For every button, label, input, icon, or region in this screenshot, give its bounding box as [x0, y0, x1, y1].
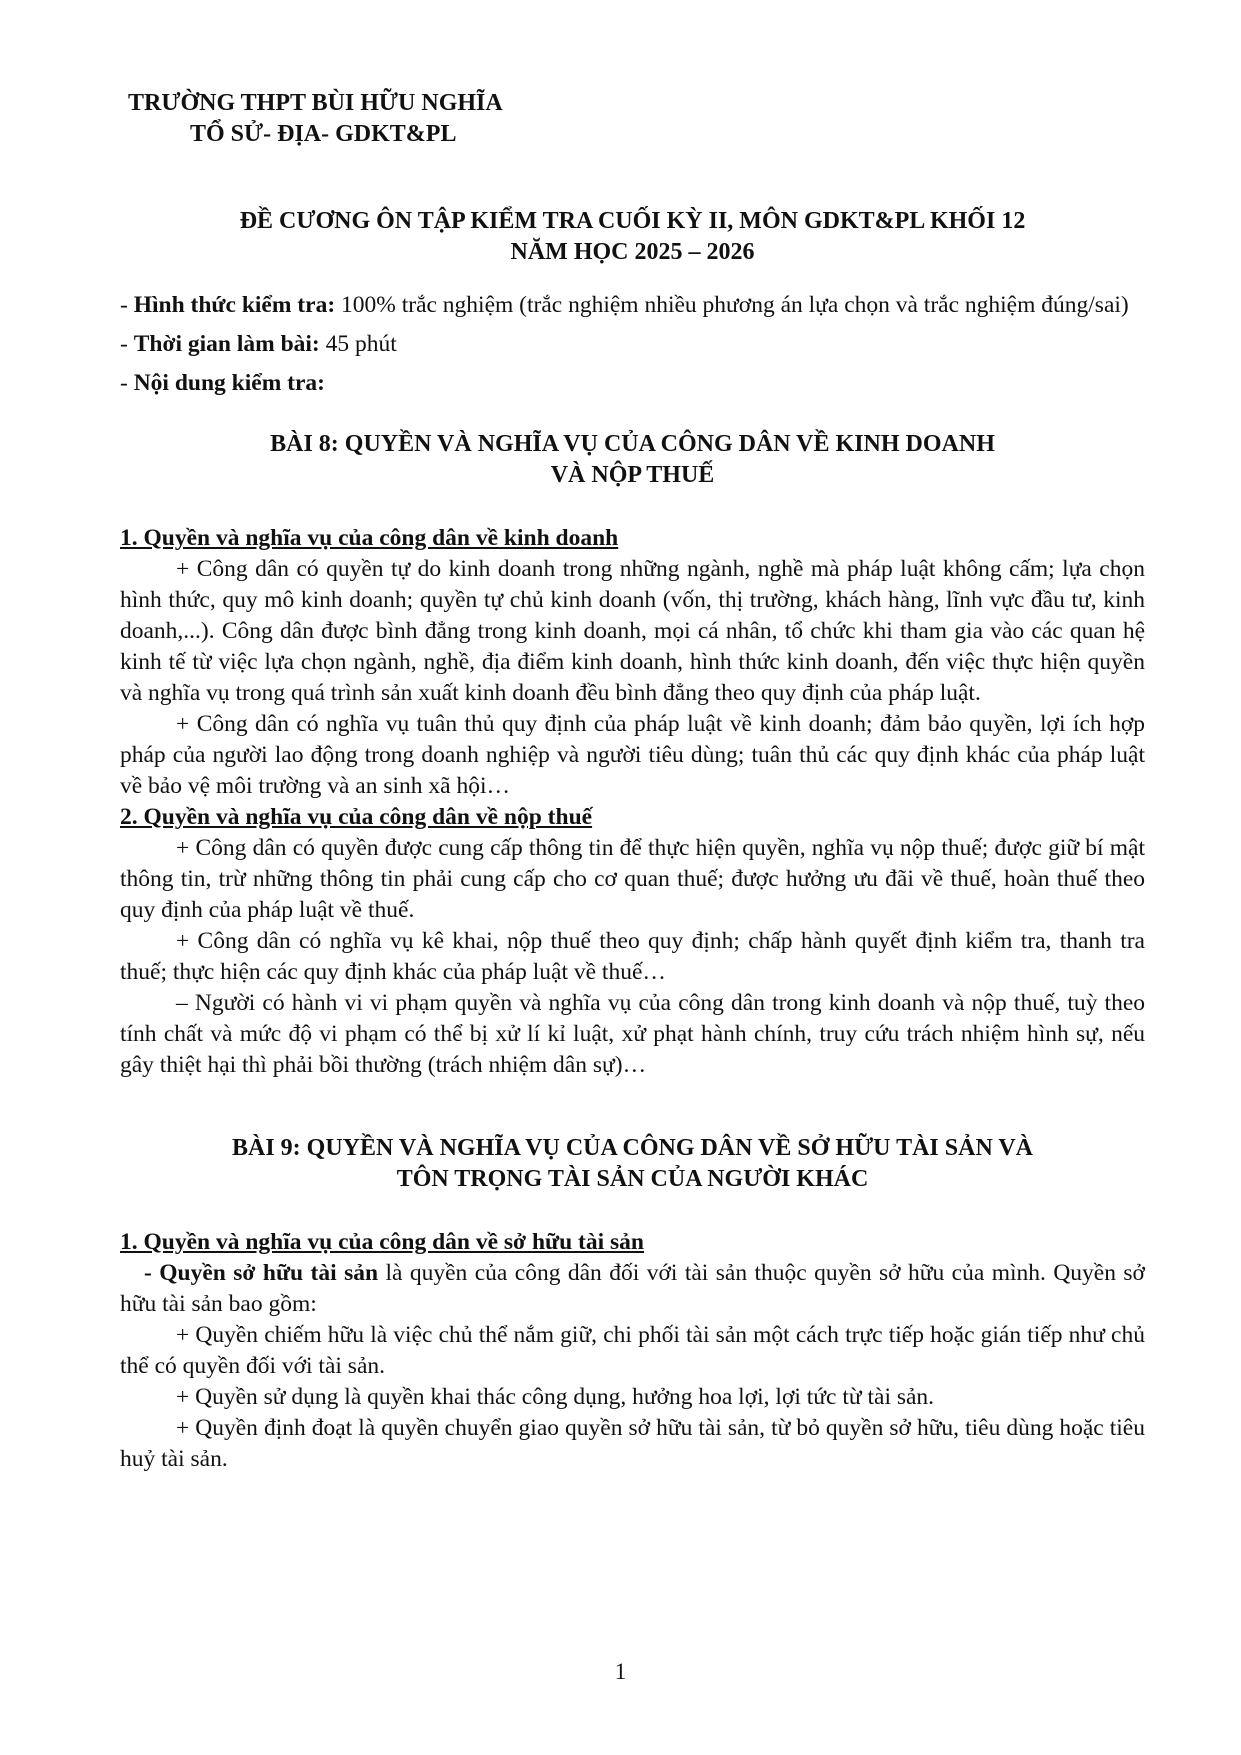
exam-form: - Hình thức kiểm tra: 100% trắc nghiệm (trắc nghiệm nhiều phương án lựa chọn và trắc nghiệm đúng/sai)	[120, 292, 1129, 318]
department-name: TỔ SỬ- ĐỊA- GDKT&PL	[190, 121, 457, 147]
lesson8-section1-heading: 1. Quyền và nghĩa vụ của công dân về kinh doanh	[120, 525, 619, 551]
exam-info	[120, 290, 1145, 399]
lesson8-title-line2: VÀ NỘP THUẾ	[550, 462, 715, 488]
lesson8-title-line1: BÀI 8: QUYỀN VÀ NGHĨA VỤ CỦA CÔNG DÂN VỀ KINH DOANH	[270, 431, 995, 457]
lesson8-section1-para1: + Công dân có quyền tự do kinh doanh trong những ngành, nghề mà pháp luật không cấm; lựa chọn hình thức, quy mô kinh doanh; quyền tự chủ kinh doanh (vốn, thị trường, khách hàng, lĩnh vực đầu tư, kinh doanh,...). Công dân được bình đẳng trong kinh doanh, mọi cá nhân, tổ chức khi tham gia vào các quan hệ kinh tế từ việc lựa chọn ngành, nghề, địa điểm kinh doanh, hình thức kinh doanh, đến việc thực hiện quyền và nghĩa vụ trong quá trình sản xuất kinh doanh đều bình đẳng theo quy định của pháp luật.	[120, 556, 1145, 706]
exam-time-value: 45 phút	[319, 331, 397, 357]
school-name: TRƯỜNG THPT BÙI HỮU NGHĨA	[128, 90, 503, 116]
lesson9-intro	[120, 1258, 1145, 1320]
exam-form-value: 100% trắc nghiệm (trắc nghiệm nhiều phương án lựa chọn và trắc nghiệm đúng/sai)	[335, 292, 1129, 318]
lesson9-intro-term: - Quyền sở hữu tài sản	[144, 1260, 379, 1286]
document-title-line1: ĐỀ CƯƠNG ÔN TẬP KIỂM TRA CUỐI KỲ II, MÔN GDKT&PL KHỐI 12	[239, 208, 1026, 234]
document-title	[120, 206, 1145, 268]
lesson8-title	[120, 429, 1145, 491]
exam-form-label: Hình thức kiểm tra:	[133, 292, 336, 318]
lesson9-title	[120, 1133, 1145, 1195]
exam-time-label: Thời gian làm bài:	[133, 331, 320, 357]
lesson9-para2: + Quyền sử dụng là quyền khai thác công dụng, hưởng hoa lợi, lợi tức từ tài sản.	[176, 1384, 935, 1410]
exam-time: - Thời gian làm bài: 45 phút	[120, 331, 397, 357]
lesson9-section1-heading: 1. Quyền và nghĩa vụ của công dân về sở hữu tài sản	[120, 1229, 644, 1255]
lesson8-section2-para3: – Người có hành vi vi phạm quyền và nghĩa vụ của công dân trong kinh doanh và nộp thuế, tuỳ theo tính chất và mức độ vi phạm có thể bị xử lí kỉ luật, xử phạt hành chính, truy cứu trách nhiệm hình sự, nếu gây thiệt hại thì phải bồi thường (trách nhiệm dân sự)…	[120, 990, 1145, 1078]
lesson8-section2-heading: 2. Quyền và nghĩa vụ của công dân về nộp thuế	[120, 804, 593, 830]
page-number: 1	[614, 1659, 627, 1684]
document-title-line2: NĂM HỌC 2025 – 2026	[510, 239, 755, 265]
exam-content: - Nội dung kiểm tra:	[120, 370, 325, 396]
school-header	[120, 88, 1145, 150]
lesson8-section2-para2: + Công dân có nghĩa vụ kê khai, nộp thuế theo quy định; chấp hành quyết định kiểm tra, thanh tra thuế; thực hiện các quy định khác của pháp luật về thuế…	[120, 928, 1145, 985]
lesson9-title-line1: BÀI 9: QUYỀN VÀ NGHĨA VỤ CỦA CÔNG DÂN VỀ SỞ HỮU TÀI SẢN VÀ	[232, 1135, 1033, 1161]
lesson8-section2-para1: + Công dân có quyền được cung cấp thông tin để thực hiện quyền, nghĩa vụ nộp thuế; được giữ bí mật thông tin, trừ những thông tin phải cung cấp cho cơ quan thuế; được hưởng ưu đãi về thuế, hoàn thuế theo quy định của pháp luật về thuế.	[120, 835, 1145, 923]
lesson8-section1-para2: + Công dân có nghĩa vụ tuân thủ quy định của pháp luật về kinh doanh; đảm bảo quyền, lợi ích hợp pháp của người lao động trong doanh nghiệp và người tiêu dùng; tuân thủ các quy định khác của pháp luật về bảo vệ môi trường và an sinh xã hội…	[120, 711, 1145, 799]
lesson9-intro-text: là quyền của công dân đối với tài sản thuộc quyền sở hữu của mình. Quyền sở hữu tài sản bao gồm:	[120, 1260, 1145, 1317]
exam-content-label: Nội dung kiểm tra:	[133, 370, 325, 396]
lesson9-para1: + Quyền chiếm hữu là việc chủ thể nắm giữ, chi phối tài sản một cách trực tiếp hoặc gián tiếp như chủ thể có quyền đối với tài sản.	[120, 1322, 1145, 1379]
lesson9-title-line2: TÔN TRỌNG TÀI SẢN CỦA NGƯỜI KHÁC	[396, 1166, 869, 1192]
lesson9-para3: + Quyền định đoạt là quyền chuyển giao quyền sở hữu tài sản, từ bỏ quyền sở hữu, tiêu dùng hoặc tiêu huỷ tài sản.	[120, 1415, 1145, 1472]
